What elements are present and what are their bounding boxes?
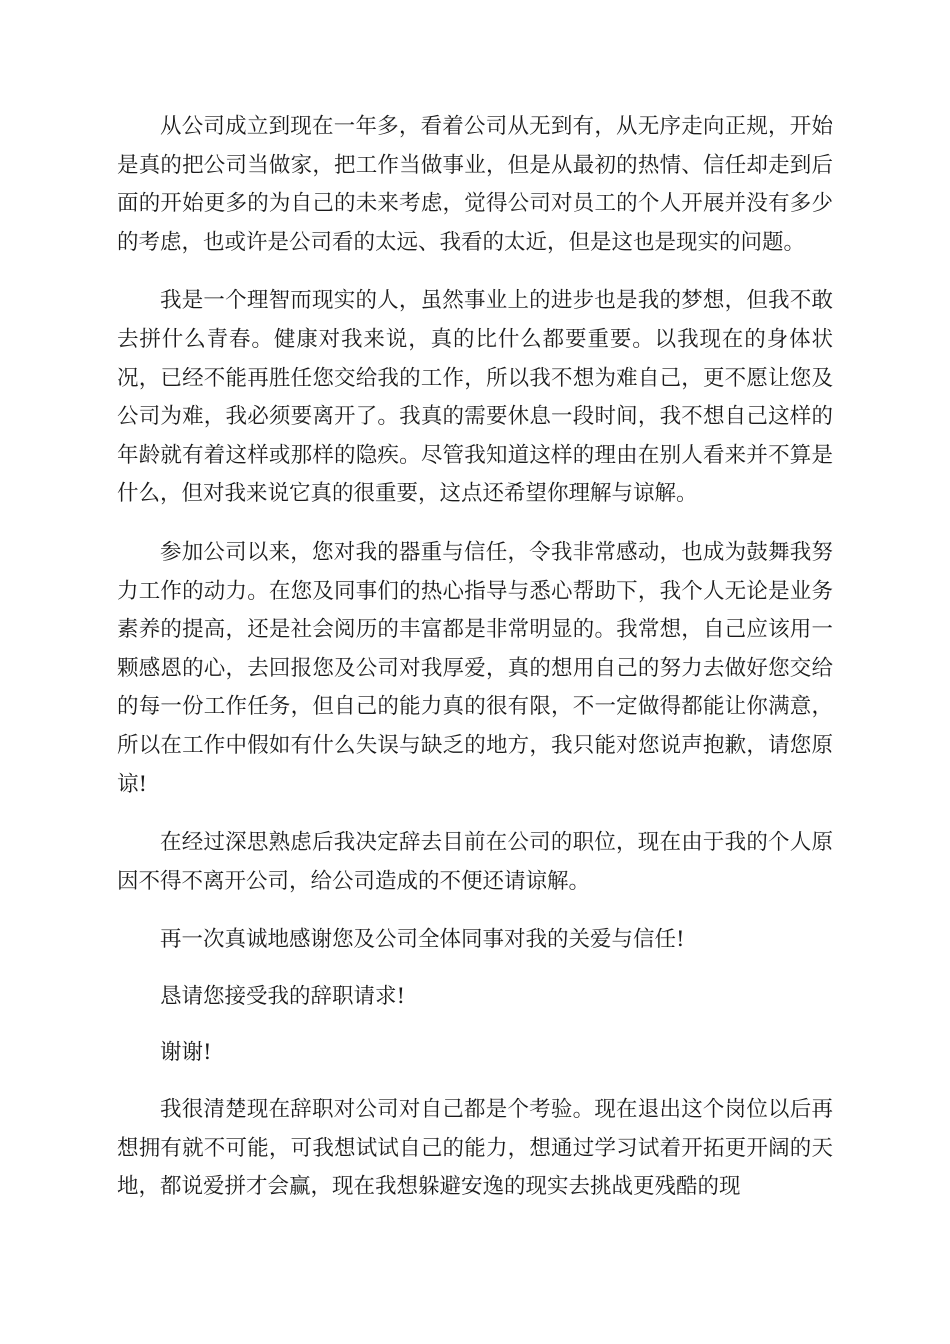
paragraph-health-reason: 我是一个理智而现实的人，虽然事业上的进步也是我的梦想，但我不敢去拼什么青春。健康对我来说，真的比什么都要重要。以我现在的身体状况，已经不能再胜任您交给我的工作，所以我不想为难自己，更不愿让您及公司为难，我必须要离开了。我真的需要休息一段时间，我不想自己这样的年龄就有着这样或那样的隐疾。尽管我知道这样的理由在别人看来并不算是什么，但对我来说它真的很重要，这点还希望你理解与谅解。 [117, 288, 833, 507]
paragraph-request: 恳请您接受我的辞职请求! [160, 983, 406, 1009]
paragraph-thank-you: 谢谢! [160, 1040, 212, 1066]
paragraph-challenge: 我很清楚现在辞职对公司对自己都是个考验。现在退出这个岗位以后再想拥有就不可能，可我想试试自己的能力，想通过学习试着开拓更开阔的天地，都说爱拼才会赢，现在我想躲避安逸的现实去挑战更残酷的现 [117, 1097, 833, 1200]
letter-body [117, 108, 833, 1227]
paragraph-thanks-colleagues: 再一次真诚地感谢您及公司全体同事对我的关爱与信任! [160, 927, 685, 953]
paragraph-gratitude: 参加公司以来，您对我的器重与信任，令我非常感动，也成为鼓舞我努力工作的动力。在您及同事们的热心指导与悉心帮助下，我个人无论是业务素养的提高，还是社会阅历的丰富都是非常明显的。我常想，自己应该用一颗感恩的心，去回报您及公司对我厚爱，真的想用自己的努力去做好您交给的每一份工作任务，但自己的能力真的很有限，不一定做得都能让你满意，所以在工作中假如有什么失误与缺乏的地方，我只能对您说声抱歉，请您原谅! [117, 539, 833, 797]
paragraph-decision: 在经过深思熟虑后我决定辞去目前在公司的职位，现在由于我的个人原因不得不离开公司，给公司造成的不便还请谅解。 [117, 830, 833, 894]
paragraph-company-history: 从公司成立到现在一年多，看着公司从无到有，从无序走向正规，开始是真的把公司当做家，把工作当做事业，但是从最初的热情、信任却走到后面的开始更多的为自己的未来考虑，觉得公司对员工的个人开展并没有多少的考虑，也或许是公司看的太远、我看的太近，但是这也是现实的问题。 [117, 114, 833, 255]
